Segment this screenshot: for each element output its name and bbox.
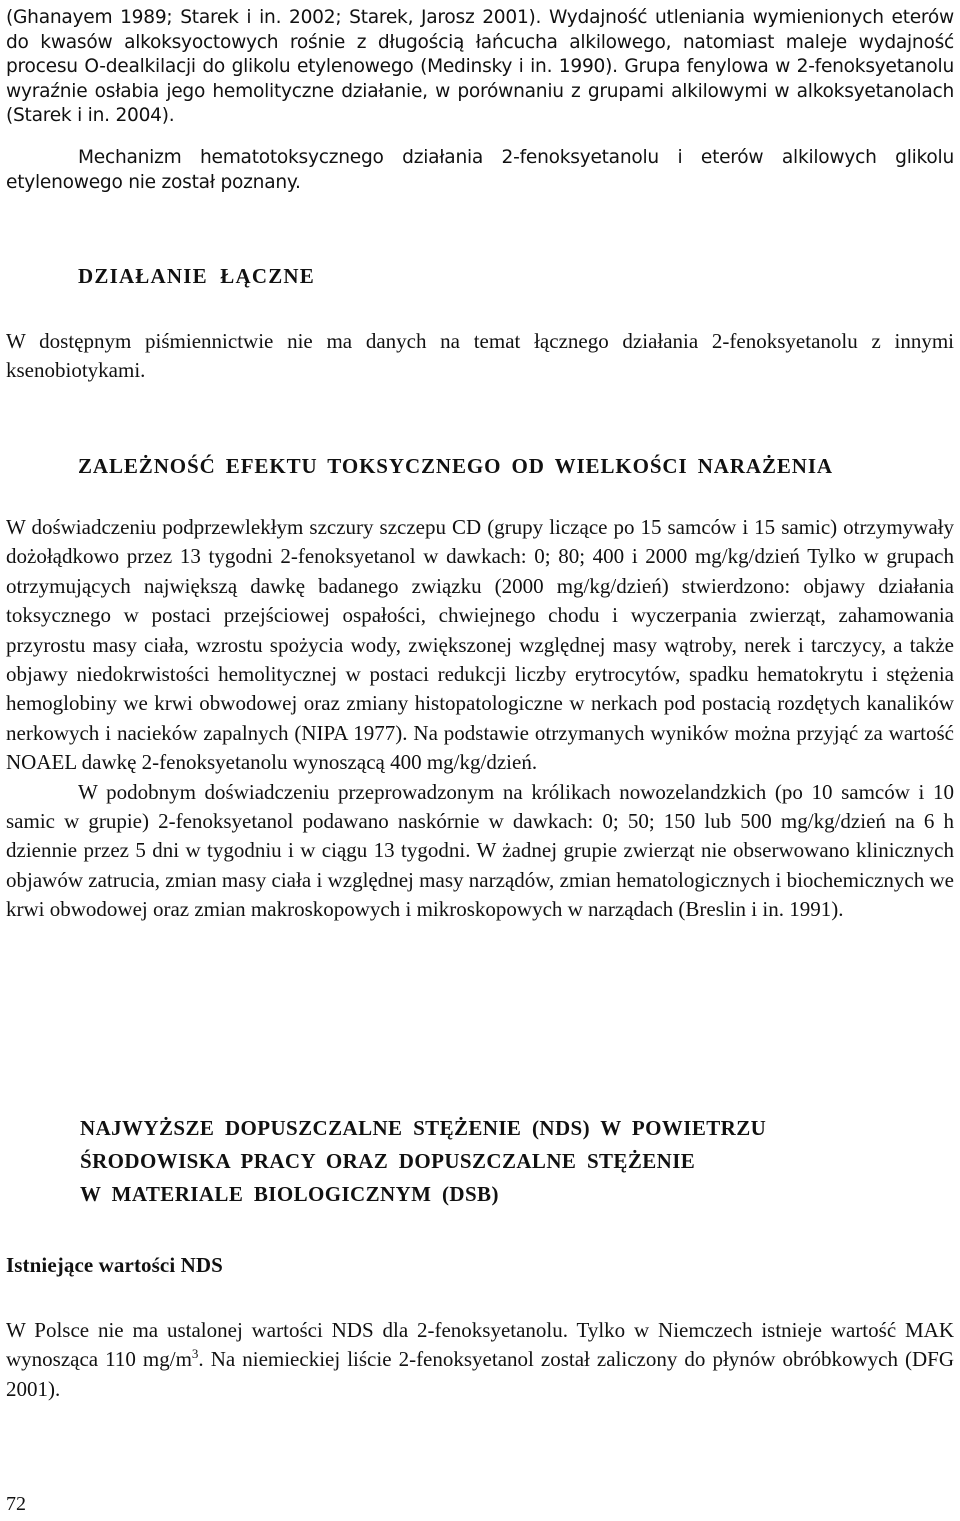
- nds-unit-superscript: 3: [191, 1346, 199, 1362]
- nds-heading-line-2: ŚRODOWISKA PRACY ORAZ DOPUSZCZALNE STĘŻENIE: [80, 1149, 696, 1173]
- section-heading-nds: [80, 1112, 900, 1211]
- section-heading-dose-effect: ZALEŻNOŚĆ EFEKTU TOKSYCZNEGO OD WIELKOŚCI NARAŻENIA: [78, 454, 833, 478]
- dose-effect-paragraph-1: W doświadczeniu podprzewlekłym szczury szczepu CD (grupy liczące po 15 samców i 15 samic) otrzymywały dożołądkowo przez 13 tygodni 2-fenoksyetanol w dawkach: 0; 80; 400 i 2000 mg/kg/dzień Tylko w grupach otrzymujących największą dawkę badanego związku (2000 mg/kg/dzień) stwierdzono: objawy działania toksycznego w postaci przejściowej ospałości, chwiejnego chodu i wyczerpania zwierząt, zahamowania przyrostu masy ciała, wzrostu spożycia wody, zwiększonej względnej masy wątroby, nerek i tarczycy, a także objawy niedokrwistości hemolitycznej w postaci redukcji liczby erytrocytów, spadku hematokrytu i stężenia hemoglobiny we krwi obwodowej oraz zmiany histopatologiczne w nerkach pod postacią rozdętych kanalików nerkowych i nacieków zapalnych (NIPA 1977). Na podstawie otrzymanych wyników można przyjąć za wartość NOAEL dawkę 2-fenoksyetanolu wynoszącą 400 mg/kg/dzień.: [6, 515, 954, 775]
- combined-action-paragraph: W dostępnym piśmiennictwie nie ma danych na temat łącznego działania 2-fenoksyetanolu z innymi ksenobiotykami.: [6, 329, 954, 383]
- nds-text-part-2: . Na niemieckiej liście 2-fenoksyetanol został zaliczony do płynów obróbkowych (DFG 2001).: [6, 1347, 954, 1401]
- page-number: 72: [6, 1493, 26, 1515]
- dose-effect-paragraph-2: W podobnym doświadczeniu przeprowadzonym na królikach nowozelandzkich (po 10 samców i 10 samic w grupie) 2-fenoksyetanol podawano naskórnie w dawkach: 0; 50; 150 lub 500 mg/kg/dzień na 6 h dziennie przez 5 dni w tygodniu i w ciągu 13 tygodni. W żadnej grupie zwierząt nie obserwowano klinicznych objawów zatrucia, zmian masy ciała i względnej masy narządów, zmian hematologicznych i biochemicznych we krwi obwodowej oraz zmian makroskopowych i mikroskopowych w narządach (Breslin i in. 1991).: [6, 779, 954, 922]
- nds-heading-line-1: NAJWYŻSZE DOPUSZCZALNE STĘŻENIE (NDS) W POWIETRZU: [80, 1116, 767, 1140]
- dose-effect-body: [6, 513, 954, 925]
- nds-heading-line-3: W MATERIALE BIOLOGICZNYM (DSB): [80, 1182, 499, 1206]
- subheading-existing-nds: Istniejące wartości NDS: [6, 1253, 223, 1277]
- nds-text-part-1: W Polsce nie ma ustalonej wartości NDS dla 2-fenoksyetanolu. Tylko w Niemczech istnieje wartość MAK wynosząca 110 mg/m: [6, 1318, 954, 1372]
- intro-paragraph-2: Mechanizm hematotoksycznego działania 2-fenoksyetanolu i eterów alkilowych glikolu etylenowego nie został poznany.: [6, 147, 954, 193]
- intro-paragraph-1: (Ghanayem 1989; Starek i in. 2002; Starek, Jarosz 2001). Wydajność utleniania wymienionych eterów do kwasów alkoksyoctowych rośnie z długością łańcucha alkilowego, natomiast maleje wydajność procesu O-dealkilacji do glikolu etylenowego (Medinsky i in. 1990). Grupa fenylowa w 2-fenoksyetanolu wyraźnie osłabia jego hemolityczne działanie, w porównaniu z grupami alkilowymi w alkoksyetanolach (Starek i in. 2004).: [6, 7, 954, 126]
- section-heading-combined-action: DZIAŁANIE ŁĄCZNE: [78, 264, 315, 288]
- existing-nds-paragraph: [6, 1316, 954, 1404]
